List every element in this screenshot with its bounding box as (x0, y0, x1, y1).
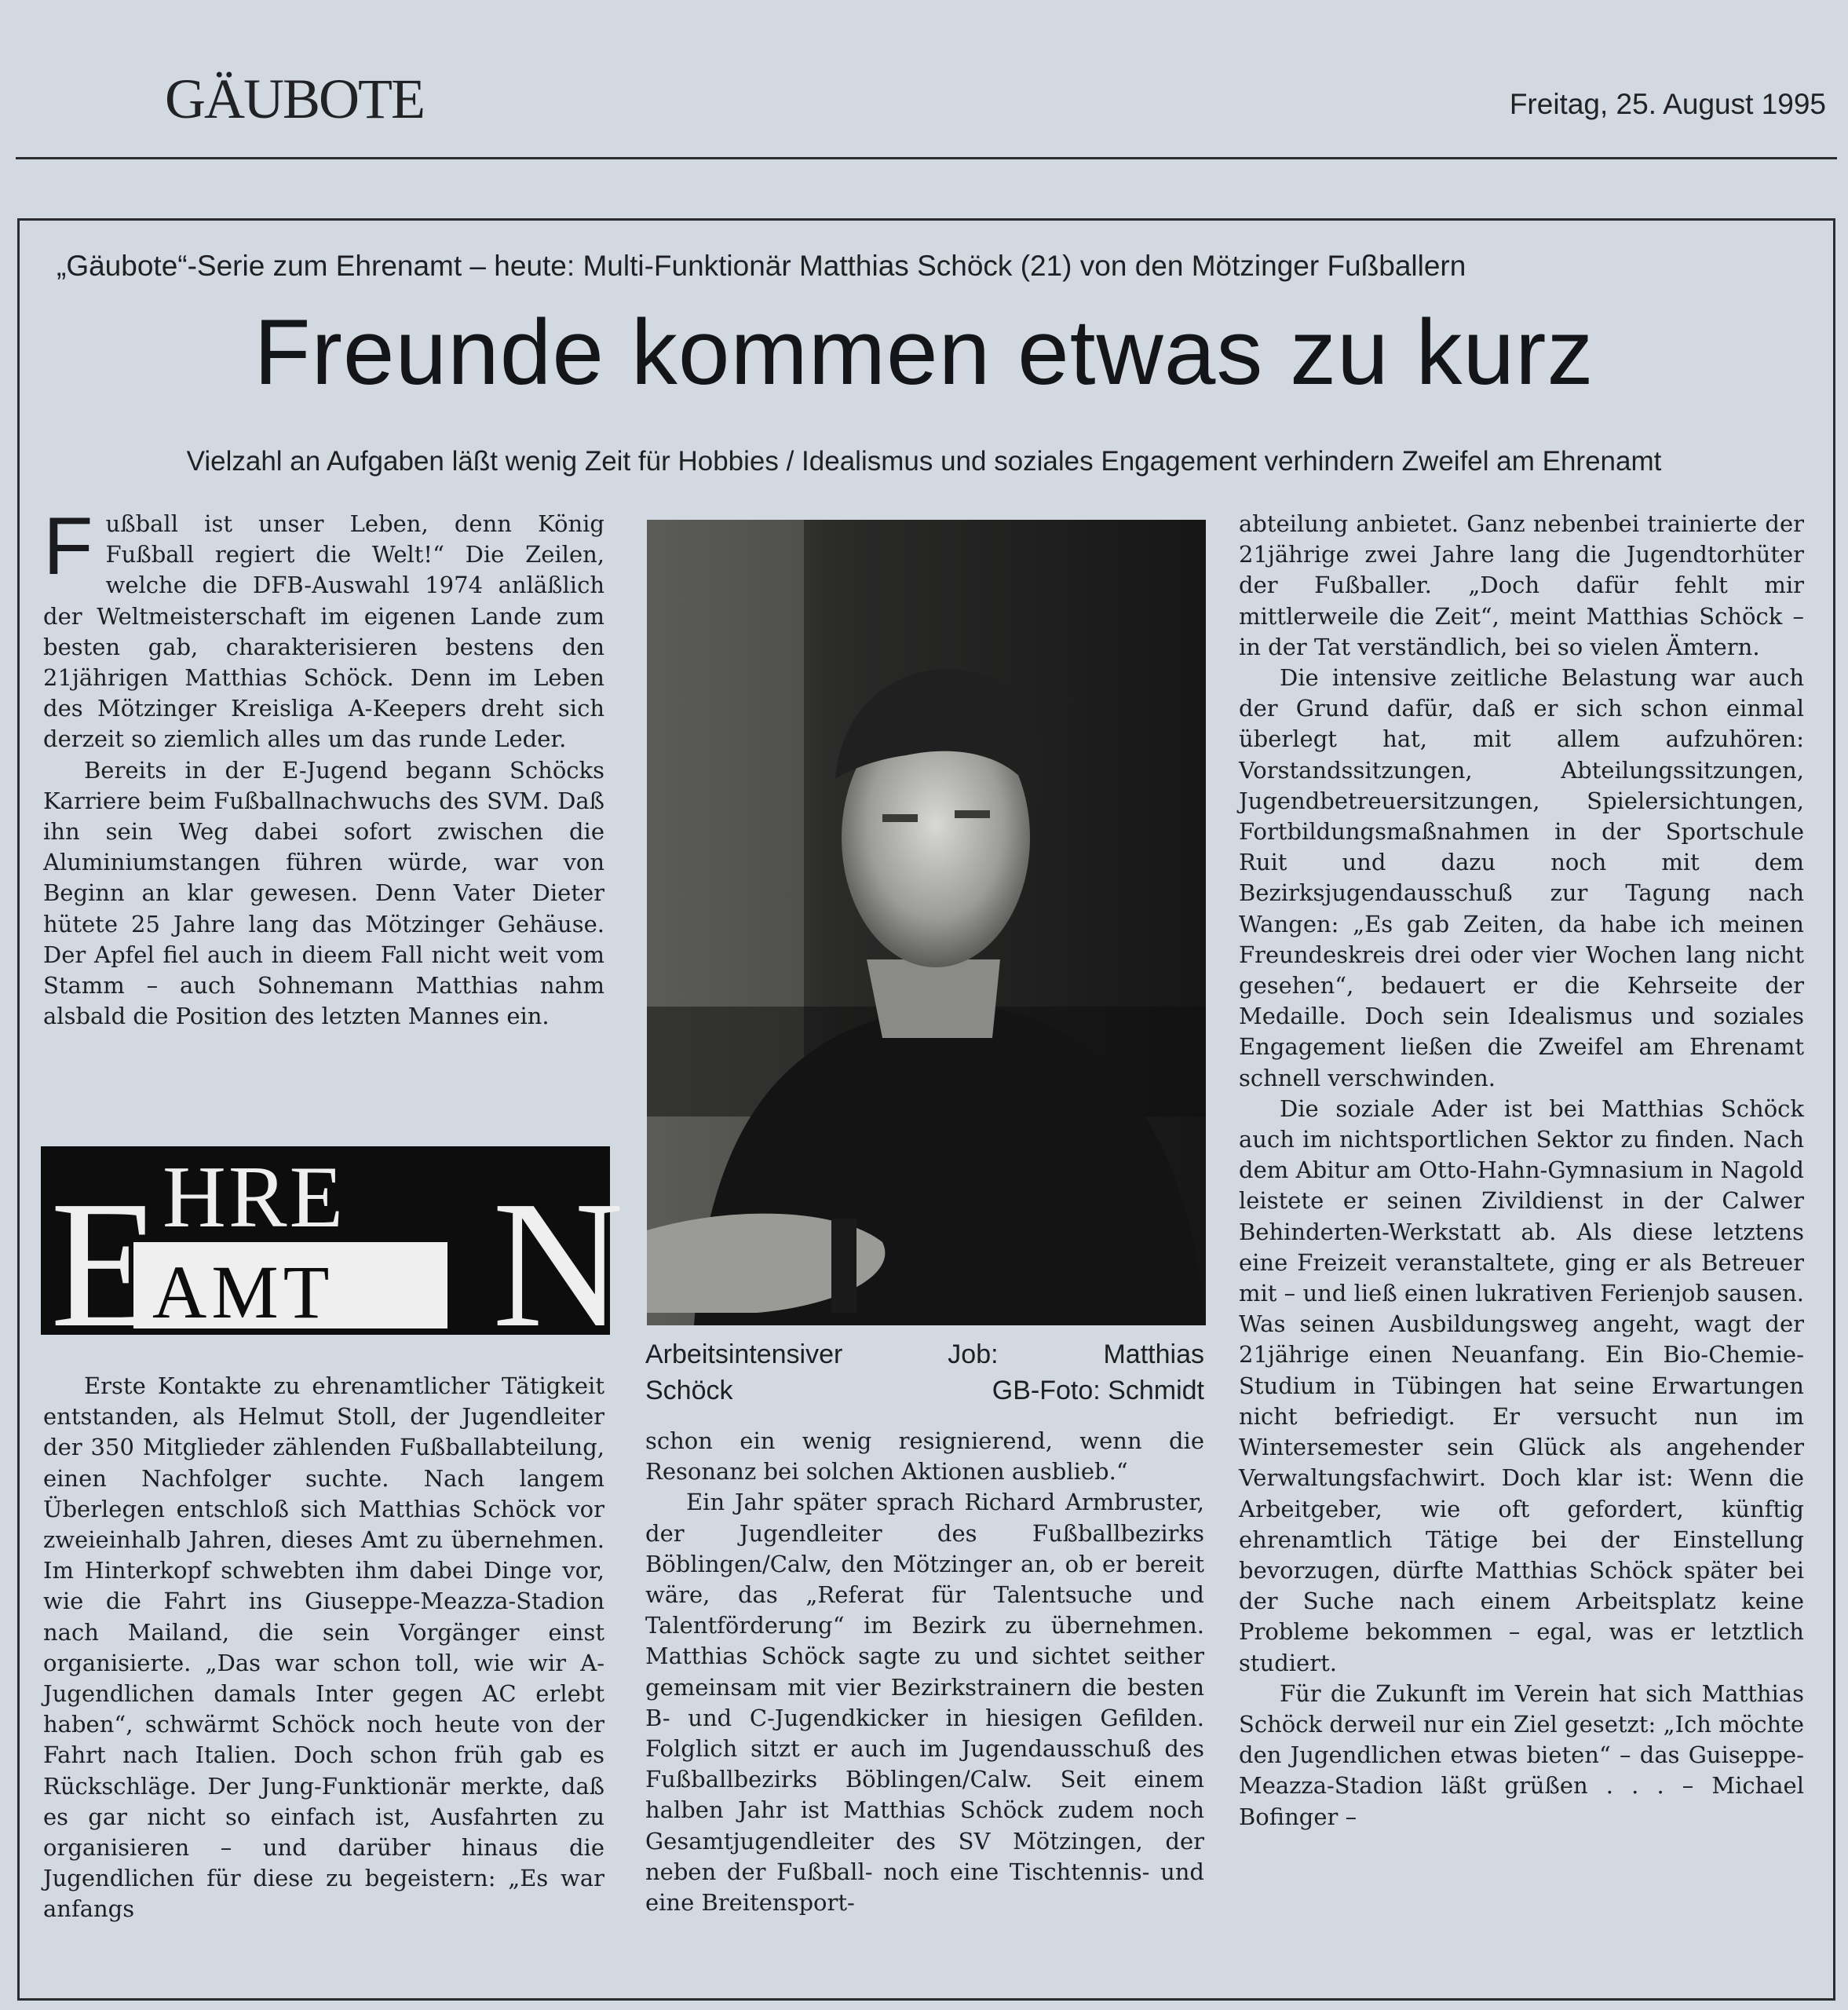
paragraph-9: Für die Zukunft im Verein hat sich Matthias Schöck derweil nur ein Ziel gesetzt: „Ich möchte den Jugendlichen etwas bieten“ – das Guiseppe-Meazza-Stadion läßt grüßen . . . – Michael Bofinger – (1239, 1679, 1804, 1830)
photo-credit: GB-Foto: Schmidt (992, 1376, 1204, 1405)
ehrenamt-logo (41, 1146, 624, 1365)
caption-text-1: Arbeitsintensiver (645, 1339, 843, 1369)
drop-cap: F (43, 501, 93, 592)
portrait-photo-graphic (647, 520, 1206, 1325)
caption-line-1 (645, 1336, 1204, 1372)
series-kicker: „Gäubote“-Serie zum Ehrenamt – heute: Multi-Funktionär Matthias Schöck (21) von den Mötzinger Fußballern (57, 250, 1466, 282)
paragraph-8: Die soziale Ader ist bei Matthias Schöck auch im nichtsportlichen Sektor zu finden. Nach dem Abitur am Otto-Hahn-Gymnasium in Nagold leistete er seinen Zivildienst in der Calwer Behinderten-Werkstatt ab. Als diese letztens eine Freizeit veranstaltete, ging er als Betreuer mit – und ließ einen lukrativen Ferienjob sausen. Was seinen Ausbildungsweg angeht, wagt der 21jährige einen Neuanfang. Ein Bio-Chemie-Studium in Tübingen hat seine Erwartungen nicht befriedigt. Er versucht nun im Wintersemester sein Glück als angehender Verwaltungsfachwirt. Doch klar ist: Wenn die Arbeitgeber, wie oft gefordert, künftig ehrenamtlich Tätige bei der Einstellung bevorzugen, dürfte Matthias Schöck später bei der Suche nach einem Arbeitsplatz keine Probleme bekommen – egal, was er letztlich studiert. (1239, 1095, 1804, 1676)
logo-line-2: AMT (152, 1250, 334, 1334)
masthead: GÄUBOTE (165, 68, 424, 130)
paragraph-3: Erste Kontakte zu ehrenamtlicher Tätigkeit entstanden, als Helmut Stoll, der Jugendleiter der 350 Mitglieder zählenden Fußballabteilung, einen Nachfolger suchte. Nach langem Überlegen entschloß sich Matthias Schöck vor zweieinhalb Jahren, dieses Amt zu übernehmen. Im Hinterkopf schwebten ihm dabei Dinge vor, wie die Fahrt ins Giuseppe-Meazza-Stadion nach Mailand, die sein Vorgänger einst organisierte. „Das war schon toll, wie wir A-Jugendlichen damals Inter gegen AC erlebt haben“, schwärmt Schöck noch heute von der Fahrt nach Italien. Doch schon früh gab es Rückschläge. Der Jung-Funktionär merkte, daß es gar nicht so einfach ist, Ausfahrten zu organisieren – und darüber hinaus die Jugendlichen für diese zu begeistern: „Es war anfangs (43, 1372, 604, 1923)
portrait-photo (647, 520, 1206, 1325)
caption-line-2 (645, 1372, 1204, 1409)
photo-caption (645, 1336, 1204, 1409)
caption-text-4: Schöck (645, 1376, 733, 1405)
paragraph-7: Die intensive zeitliche Belastung war auch der Grund dafür, daß er sich schon einmal überlegt hat, mit allem aufzuhören: Vorstandssitzungen, Abteilungssitzungen, Jugendbetreuersitzungen, Spielersichtungen, Fortbildungsmaßnahmen in der Sportschule Ruit und dazu noch mit dem Bezirksjugendausschuß zur Tagung nach Wangen: „Es gab Zeiten, da habe ich meinen Freundeskreis drei oder vier Wochen lang nicht gesehen“, bedauert er die Kehrseite der Medaille. Doch sein Idealismus und soziales Engagement ließen die Zweifel am Ehrenamt schnell verschwinden. (1239, 664, 1804, 1091)
publication-date: Freitag, 25. August 1995 (1509, 88, 1826, 120)
logo-letter-n: N (492, 1164, 624, 1365)
paragraph-2: Bereits in der E-Jugend begann Schöcks Karriere beim Fußballnachwuchs des SVM. Daß ihn sein Weg dabei sofort zwischen die Aluminiumstangen führen würde, war von Beginn an klar gewesen. Denn Vater Dieter hütete 25 Jahre lang das Mötzinger Gehäuse. Der Apfel fiel auch in dieem Fall nicht weit vom Stamm – auch Sohnemann Matthias nahm alsbald die Position des letzten Mannes ein. (43, 756, 604, 1030)
masthead-rule (16, 157, 1837, 159)
ehrenamt-logo-graphic (41, 1146, 624, 1365)
paragraph-1-text: ußball ist unser Leben, denn König Fußball regiert die Welt!“ Die Zeilen, welche die DFB-Auswahl 1974 anläßlich der Weltmeisterschaft im eigenen Lande zum besten gab, charakterisieren bestens den 21jährigen Matthias Schöck. Denn im Leben des Mötzinger Kreisliga A-Keepers dreht sich derzeit so ziemlich alles um das runde Leder. (43, 510, 604, 753)
paragraph-5: Ein Jahr später sprach Richard Armbruster, der Jugendleiter des Fußballbezirks Böblingen/Calw, den Mötzinger an, ob er bereit wäre, das „Referat für Talentsuche und Talentförderung“ im Bezirk zu übernehmen. Matthias Schöck sagte zu und sichtet seither gemeinsam mit vier Bezirkstrainern die besten B- und C-Jugendkicker in hiesigen Gefilden. Folglich sitzt er auch im Jugendausschuß des Fußballbezirks Böblingen/Calw. Seit einem halben Jahr ist Matthias Schöck zudem noch Gesamtjugendleiter des SV Mötzingen, der neben der Fußball- noch eine Tischtennis- und eine Breitensport- (645, 1489, 1204, 1917)
column-2-bottom (645, 1426, 1204, 1918)
paragraph-6: abteilung anbietet. Ganz nebenbei trainierte der 21jährige zwei Jahre lang die Jugendtorhüter der Fußballer. „Doch dafür fehlt mir mittlerweile die Zeit“, meint Matthias Schöck – in der Tat verständlich, bei so vielen Ämtern. (1239, 510, 1804, 660)
column-1-top (43, 501, 604, 1032)
headline: Freunde kommen etwas zu kurz (254, 301, 1594, 404)
caption-text-3: Matthias (1103, 1339, 1204, 1369)
logo-letter-e: E (50, 1164, 162, 1365)
caption-text-2: Job: (948, 1339, 999, 1369)
paragraph-1 (43, 501, 604, 755)
logo-letters-hre: HRE (163, 1149, 345, 1246)
column-3 (1239, 509, 1804, 1833)
subheadline: Vielzahl an Aufgaben läßt wenig Zeit für Hobbies / Idealismus und soziales Engagement verhindern Zweifel am Ehrenamt (186, 446, 1662, 477)
paragraph-4: schon ein wenig resignierend, wenn die Resonanz bei solchen Aktionen ausblieb.“ (645, 1427, 1204, 1486)
column-1-bottom (43, 1371, 604, 1925)
